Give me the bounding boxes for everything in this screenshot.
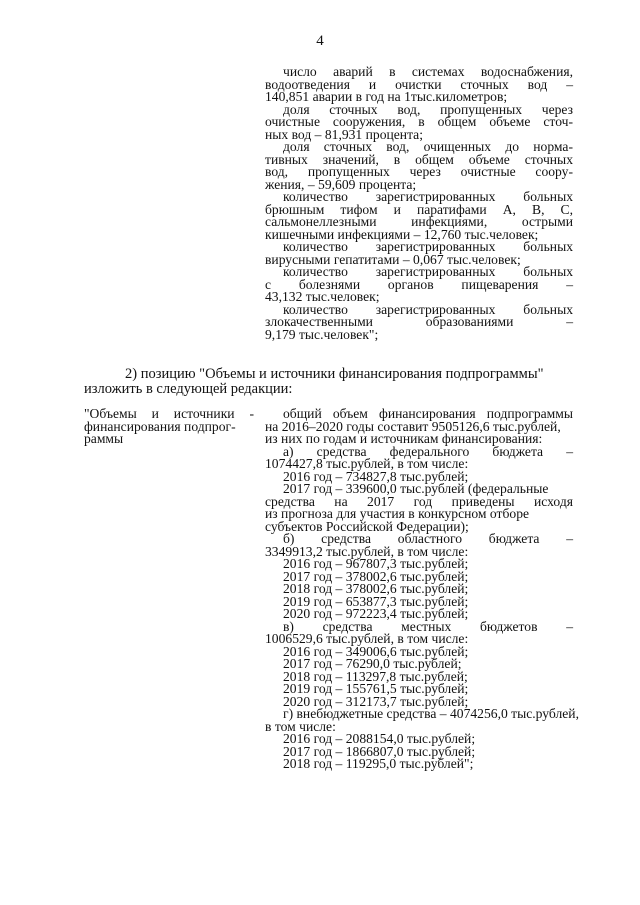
funding-block-line: 1074427,8 тыс.рублей, в том числе:	[265, 456, 469, 471]
position-label-line: раммы	[84, 431, 124, 446]
funding-block-line: 1006529,6 тыс.рублей, в том числе:	[265, 631, 469, 646]
item2-line2: изложить в следующей редакции:	[84, 381, 293, 397]
funding-block-line: субъектов Российской Федерации);	[265, 518, 469, 534]
targets-block-line: водоотведения и очистки сточных вод –	[265, 76, 573, 92]
funding-block-line: общий объем финансирования подпрограммы	[283, 406, 573, 421]
funding-block-line: 2016 год – 349006,6 тыс.рублей;	[283, 643, 469, 659]
targets-block-line: 9,179 тыс.человек";	[265, 326, 379, 342]
funding-block-line: 2020 год – 312173,7 тыс.рублей;	[283, 693, 469, 709]
funding-block-line: 2017 год – 339600,0 тыс.рублей (федеральные	[283, 481, 549, 496]
targets-block-line: 43,132 тыс.человек;	[265, 289, 380, 304]
funding-block-line: 2020 год – 972223,4 тыс.рублей;	[283, 606, 469, 621]
funding-block-line: 2016 год – 734827,8 тыс.рублей;	[283, 468, 469, 484]
funding-block-line: в) средства местных бюджетов –	[283, 618, 573, 634]
targets-block-line: сальмонеллезными инфекциями, острыми	[265, 214, 573, 229]
targets-block-line: злокачественными образованиями –	[265, 314, 573, 329]
position-label	[84, 408, 254, 446]
funding-block-line: в том числе:	[265, 718, 336, 734]
targets-block-line: тивных значений, в общем объеме сточных	[265, 151, 573, 167]
funding-block-line: 2017 год – 76290,0 тыс.рублей;	[283, 656, 462, 671]
funding-block-line: из них по годам и источникам финансирования:	[265, 431, 543, 446]
funding-block-line: 2019 год – 155761,5 тыс.рублей;	[283, 681, 469, 696]
targets-block-line: количество зарегистрированных больных	[283, 239, 573, 254]
targets-block-line: ных вод – 81,931 процента;	[265, 126, 423, 142]
position-label-line: "Объемы и источники -	[84, 406, 254, 421]
targets-block-line: кишечными инфекциями – 12,760 тыс.человек;	[265, 226, 539, 242]
funding-block-line: 2016 год – 2088154,0 тыс.рублей;	[283, 731, 476, 746]
funding-block-line: 2018 год – 119295,0 тыс.рублей";	[283, 756, 474, 771]
funding-block-line: а) средства федерального бюджета –	[283, 443, 573, 459]
funding-block-line: 2018 год – 113297,8 тыс.рублей;	[283, 668, 468, 684]
funding-block-line: на 2016–2020 годы составит 9505126,6 тыс.рублей,	[265, 418, 561, 434]
page-number: 4	[316, 33, 324, 49]
funding-block-line: средства на 2017 год приведены исходя	[265, 493, 573, 509]
targets-block-line: число аварий в системах водоснабжения,	[283, 64, 573, 79]
targets-block-line: очистные сооружения, в общем объеме сточ-	[265, 114, 573, 129]
targets-block-line: количество зарегистрированных больных	[283, 189, 573, 204]
funding-block-line: 2018 год – 378002,6 тыс.рублей;	[283, 581, 469, 596]
funding-block-line: 2016 год – 967807,3 тыс.рублей;	[283, 556, 469, 571]
targets-block-line: вод, пропущенных через очистные соору-	[265, 164, 573, 179]
targets-block-line: количество зарегистрированных больных	[283, 264, 573, 279]
funding-block-line: г) внебюджетные средства – 4074256,0 тыс.рублей,	[283, 706, 579, 721]
funding-block	[265, 406, 579, 771]
funding-block-line: 2017 год – 378002,6 тыс.рублей;	[283, 568, 469, 584]
targets-block	[265, 66, 573, 341]
position-label-line: финансирования подпрог-	[84, 418, 236, 434]
targets-block-line: вирусными гепатитами – 0,067 тыс.человек;	[265, 251, 521, 267]
funding-block-line: 3349913,2 тыс.рублей, в том числе:	[265, 543, 469, 559]
targets-block-line: доля сточных вод, очищенных до норма-	[283, 139, 573, 154]
item2-line1: 2) позицию "Объемы и источники финансирования подпрограммы"	[125, 366, 544, 382]
funding-block-line: из прогноза для участия в конкурсном отборе	[265, 506, 530, 521]
targets-block-line: количество зарегистрированных больных	[283, 301, 573, 317]
targets-block-line: брюшным тифом и паратифами А, В, С,	[265, 201, 573, 217]
funding-block-line: б) средства областного бюджета –	[283, 531, 573, 546]
targets-block-line: жения, – 59,609 процента;	[265, 176, 417, 192]
targets-block-line: с болезнями органов пищеварения –	[265, 276, 573, 292]
targets-block-line: 140,851 аварии в год на 1тыс.километров;	[265, 89, 508, 104]
funding-block-line: 2017 год – 1866807,0 тыс.рублей;	[283, 743, 476, 759]
targets-block-line: доля сточных вод, пропущенных через	[283, 101, 573, 117]
funding-block-line: 2019 год – 653877,3 тыс.рублей;	[283, 593, 469, 609]
